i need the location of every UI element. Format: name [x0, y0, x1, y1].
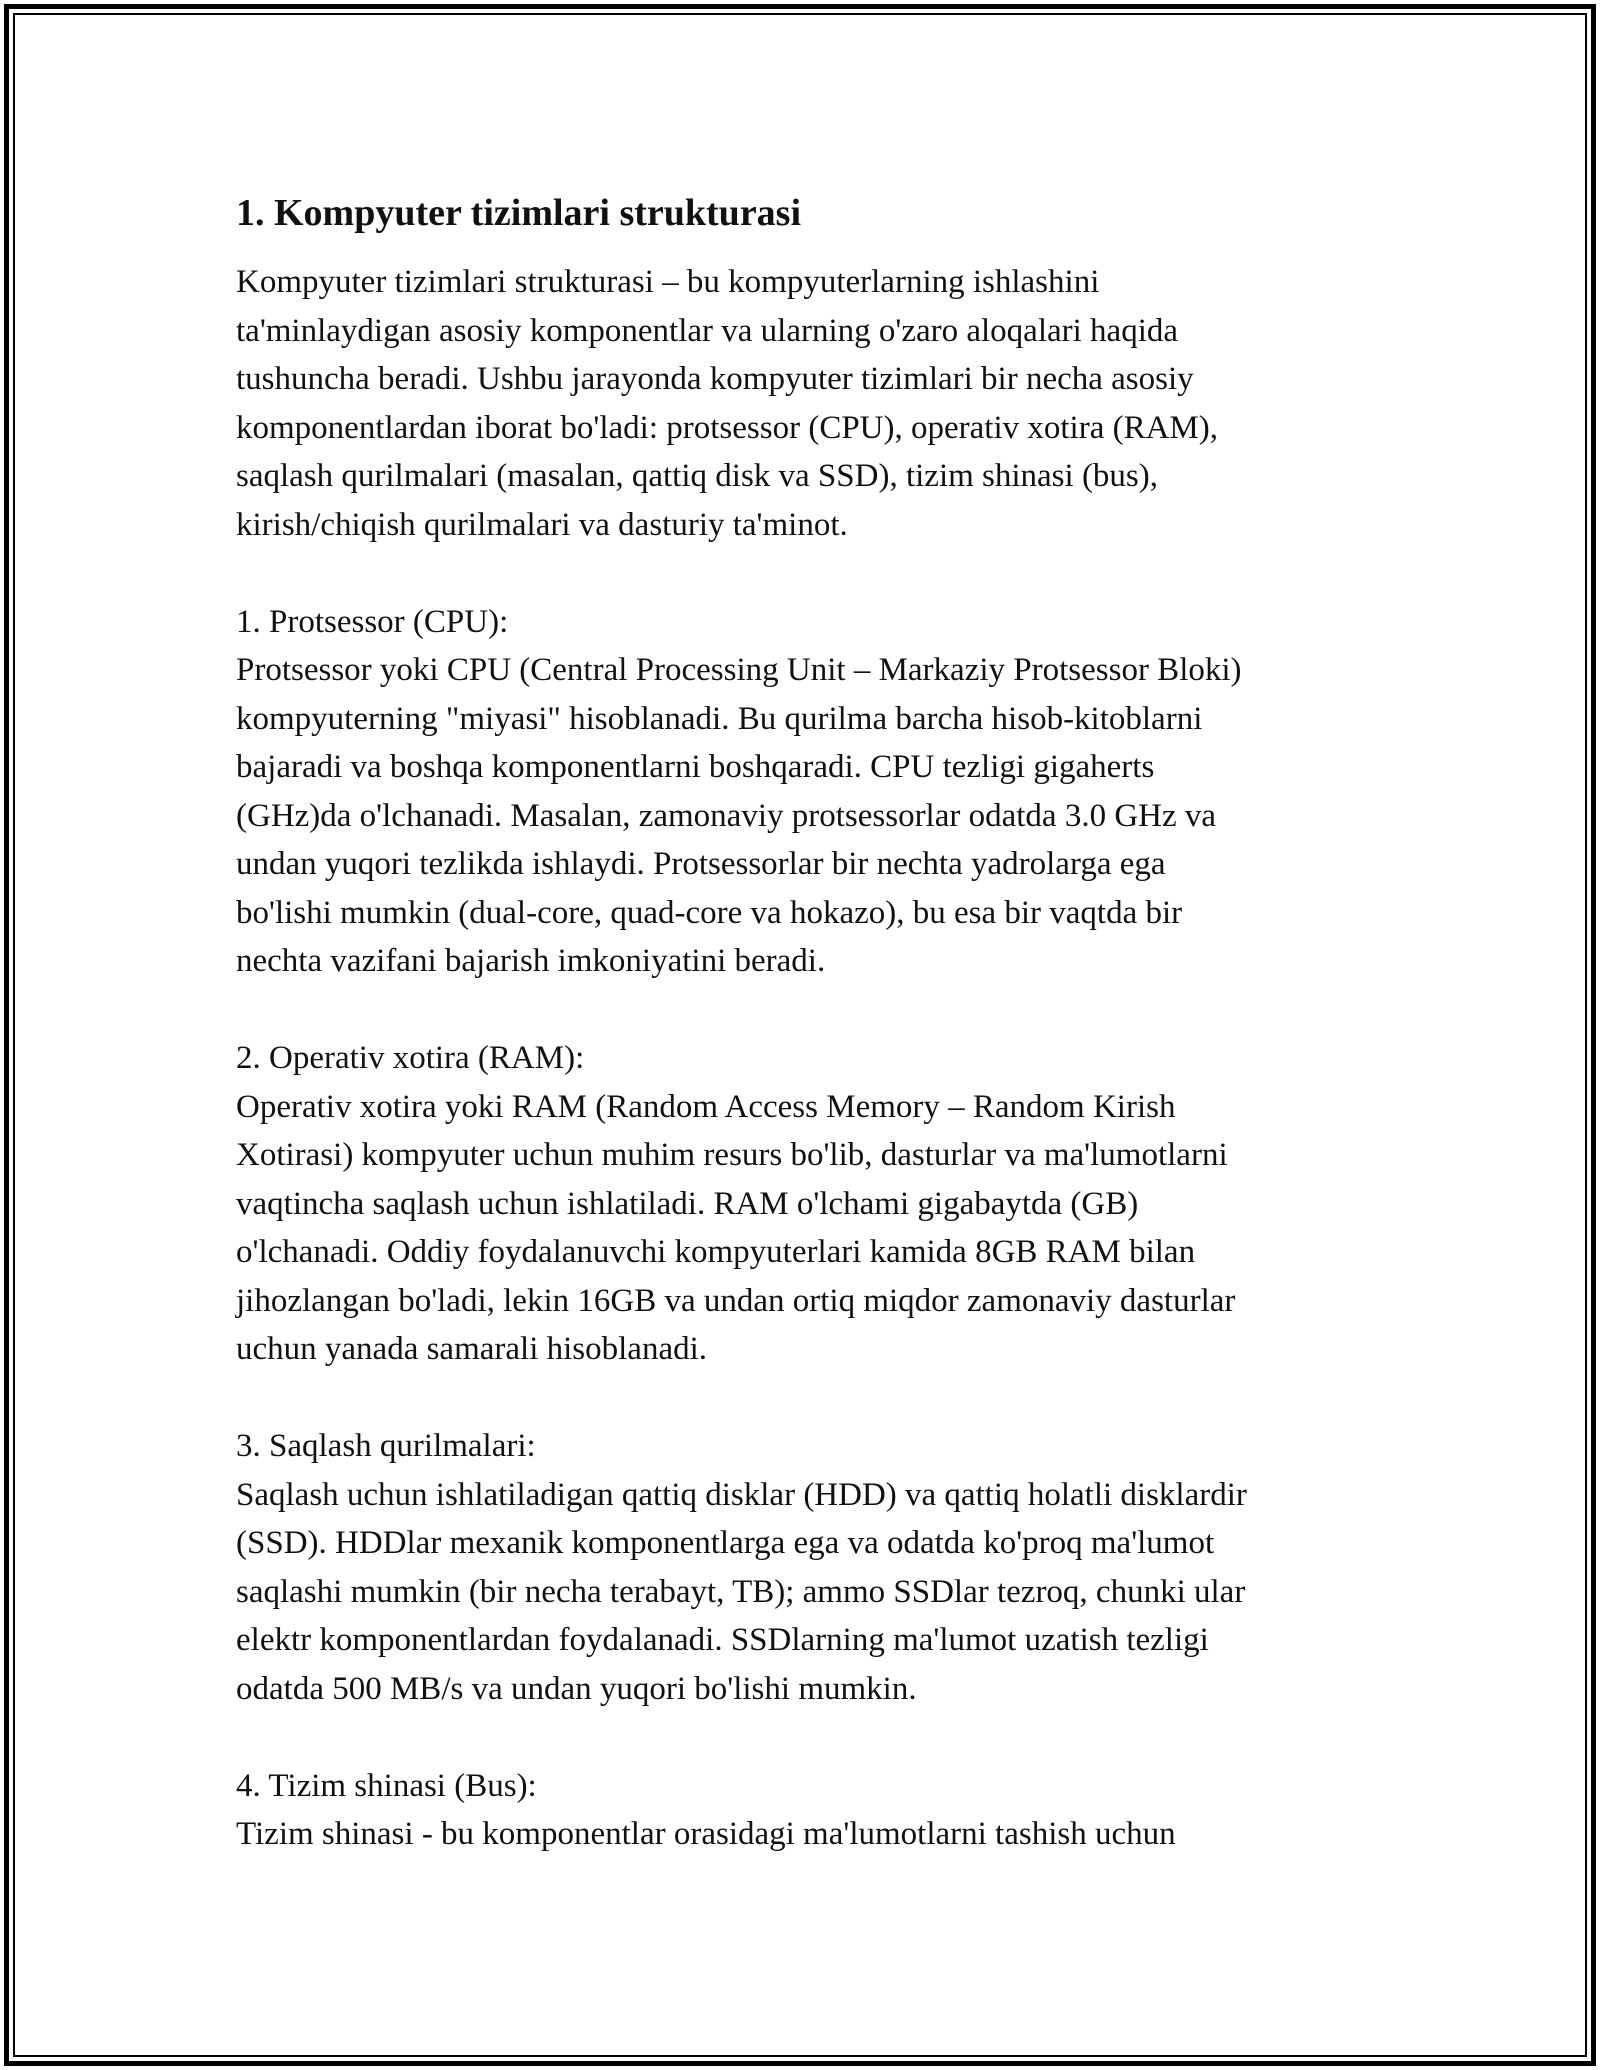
- section-body: Protsessor yoki CPU (Central Processing Unit – Markaziy Protsessor Bloki) kompyuterning "miyasi" hisoblanadi. Bu qurilma barcha hisob-kitoblarni bajaradi va boshqa komponentlarni boshqaradi. CPU tezligi gigaherts (GHz)da o'lchanadi. Masalan, zamonaviy protsessorlar odatda 3.0 GHz va undan yuqori tezlikda ishlaydi. Protsessorlar bir nechta yadrolarga ega bo'lishi mumkin (dual-core, quad-core va hokazo), bu esa bir vaqtda bir nechta vazifani bajarish imkoniyatini beradi.: [236, 652, 1242, 979]
- section-cpu: [236, 598, 1386, 986]
- document-heading: 1. Kompyuter tizimlari strukturasi: [236, 192, 802, 234]
- section-ram: [236, 1034, 1386, 1374]
- section-body: Tizim shinasi - bu komponentlar orasidagi ma'lumotlarni tashish uchun: [236, 1816, 1176, 1852]
- section-title: 1. Protsessor (CPU):: [236, 603, 509, 640]
- document-content: [236, 186, 1386, 1859]
- section-title: 3. Saqlash qurilmalari:: [236, 1428, 536, 1464]
- section-title: 2. Operativ xotira (RAM):: [236, 1040, 585, 1076]
- intro-paragraph: Kompyuter tizimlari strukturasi – bu kompyuterlarning ishlashini ta'minlaydigan asosiy komponentlar va ularning o'zaro aloqalari haqida tushuncha beradi. Ushbu jarayonda kompyuter tizimlari bir necha asosiy komponentlardan iborat bo'ladi: protsessor (CPU), operativ xotira (RAM), saqlash qurilmalari (masalan, qattiq disk va SSD), tizim shinasi (bus), kirish/chiqish qurilmalari va dasturiy ta'minot.: [236, 264, 1219, 543]
- section-bus: [236, 1762, 1386, 1859]
- section-storage: [236, 1422, 1386, 1713]
- section-title: 4. Tizim shinasi (Bus):: [236, 1767, 537, 1804]
- section-body: Operativ xotira yoki RAM (Random Access Memory – Random Kirish Xotirasi) kompyuter uchun muhim resurs bo'lib, dasturlar va ma'lumotlarni vaqtincha saqlash uchun ishlatiladi. RAM o'lchami gigabaytda (GB) o'lchanadi. Oddiy foydalanuvchi kompyuterlari kamida 8GB RAM bilan jihozlangan bo'ladi, lekin 16GB va undan ortiq miqdor zamonaviy dasturlar uchun yanada samarali hisoblanadi.: [236, 1088, 1236, 1367]
- section-body: Saqlash uchun ishlatiladigan qattiq disklar (HDD) va qattiq holatli disklardir (SSD). HDDlar mexanik komponentlarga ega va odatda ko'proq ma'lumot saqlashi mumkin (bir necha terabayt, TB); ammo SSDlar tezroq, chunki ular elektr komponentlardan foydalanadi. SSDlarning ma'lumot uzatish tezligi odatda 500 MB/s va undan yuqori bo'lishi mumkin.: [236, 1476, 1247, 1707]
